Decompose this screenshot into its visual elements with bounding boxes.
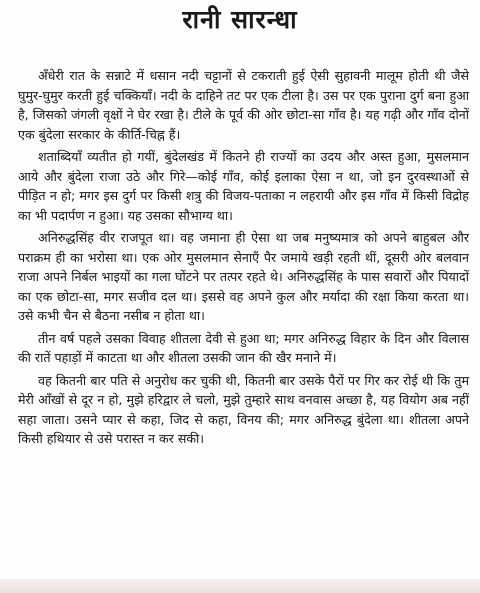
paragraph-1: अँधेरी रात के सन्नाटे में धसान नदी चट्टानों से टकराती हुई ऐसी सुहावनी मालूम होती थी जैसे घुमुर-घुमुर करती हुई चक्कियाँ। नदी के दाहिने तट पर एक टीला है। उस पर एक पुराना दुर्ग बना हुआ है, जिसको जंगली वृक्षों ने घेर रखा है। टीले के पूर्व की ओर छोटा-सा गाँव है। यह गढ़ी और गाँव दोनों एक बुंदेला सरकार के कीर्ति-चिह्न हैं। — [18, 68, 469, 142]
paragraph-5: वह कितनी बार पति से अनुरोध कर चुकी थी, कितनी बार उसके पैरों पर गिर कर रोई थी कि तुम मेरी आँखों से दूर न हो, मुझे हरिद्वार ले चलो, मुझे तुम्हारे साथ वनवास अच्छा है, यह वियोग अब नहीं सहा जाता। उसने प्यार से कहा, जिद से कहा, विनय की; मगर अनिरुद्ध बुंदेला था। शीतला अपने किसी हथियार से उसे परास्त न कर सकी। — [18, 372, 469, 446]
page-bottom-edge — [0, 579, 480, 593]
story-title: रानी सारन्धा — [182, 5, 298, 34]
story-body — [18, 66, 469, 452]
paragraph-3: अनिरुद्धसिंह वीर राजपूत था। वह जमाना ही ऐसा था जब मनुष्यमात्र को अपने बाहुबल और पराक्रम ही का भरोसा था। एक ओर मुसलमान सेनाएँ पैर जमाये खड़ी रहती थीं, दूसरी ओर बलवान राजा अपने निर्बल भाइयों का गला घोंटने पर तत्पर रहते थे। अनिरुद्धसिंह के पास सवारों और पियादों का एक छोटा-सा, मगर सजीव दल था। इससे वह अपने कुल और मर्यादा की रक्षा किया करता था। उसे कभी चैन से बैठना नसीब न होता था। — [18, 230, 469, 323]
paragraph-4: तीन वर्ष पहले उसका विवाह शीतला देवी से हुआ था; मगर अनिरुद्ध विहार के दिन और विलास की रातें पहाड़ों में काटता था और शीतला उसकी जान की खैर मनाने में। — [18, 330, 469, 365]
paragraph-2: शताब्दियाँ व्यतीत हो गयीं, बुंदेलखंड में कितने ही राज्यों का उदय और अस्त हुआ, मुसलमान आये और बुंदेला राजा उठे और गिरे—कोई गाँव, कोई इलाका ऐसा न था, जो इन दुरवस्थाओं से पीड़ित न हो; मगर इस दुर्ग पर किसी शत्रु की विजय-पताका न लहरायी और इस गाँव में किसी विद्रोह का भी पदार्पण न हुआ। यह उसका सौभाग्य था। — [18, 149, 469, 223]
